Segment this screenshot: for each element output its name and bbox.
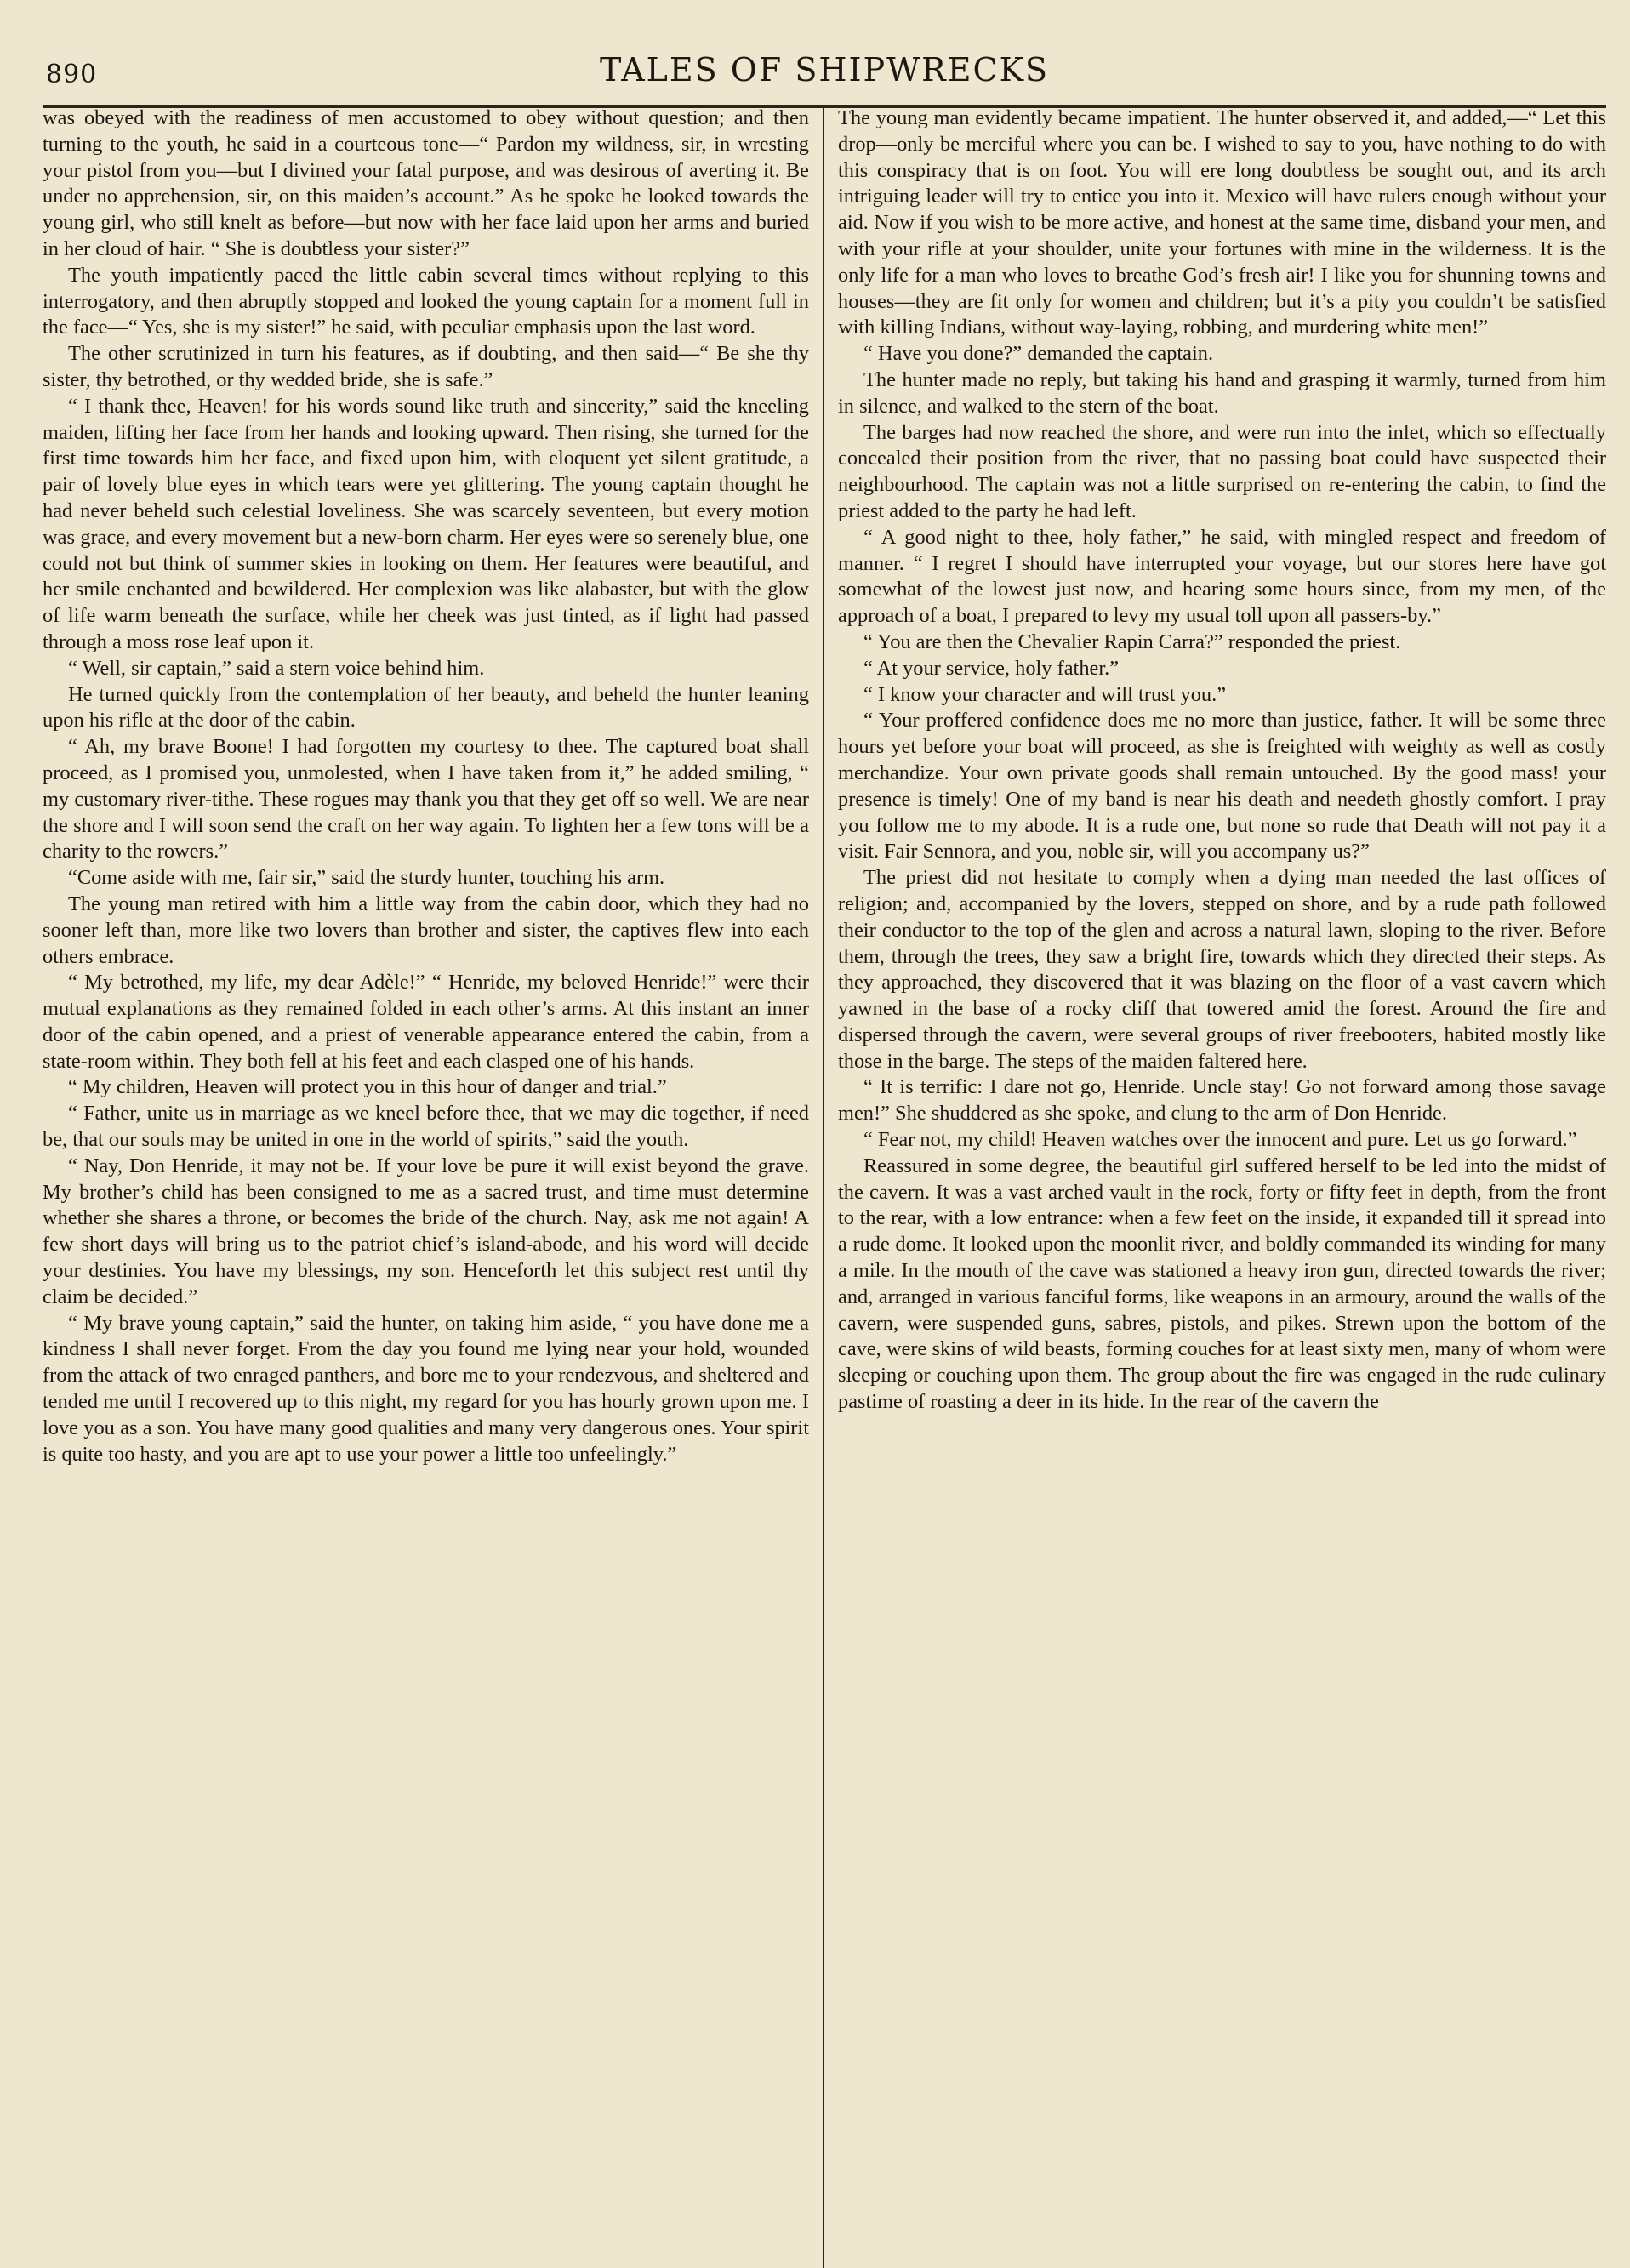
paragraph: The youth impatiently paced the little cabin several times without replying to this interrogatory, and then abruptly stopped and looked the young captain for a moment full in the face—“ Yes, she is my sister!” he said, with peculiar emphasis upon the last word. <box>43 263 809 339</box>
paragraph: “ Ah, my brave Boone! I had forgotten my courtesy to thee. The captured boat shall proceed, as I promised you, unmolested, when I have taken from it,” he added smiling, “ my customary river-tithe. These rogues may thank you that they get off so well. We are near the shore and I will soon send the craft on her way again. To lighten her a few tons will be a charity to the rowers.” <box>43 735 809 863</box>
paragraph: “ It is terrific: I dare not go, Henride. Uncle stay! Go not forward among those savage men!” She shuddered as she spoke, and clung to the arm of Don Henride. <box>838 1075 1606 1125</box>
page-header <box>43 34 1606 95</box>
left-column <box>43 105 824 2268</box>
paragraph: “Come aside with me, fair sir,” said the sturdy hunter, touching his arm. <box>68 866 665 890</box>
right-column <box>824 105 1606 2268</box>
paragraph: “ I thank thee, Heaven! for his words sound like truth and sincerity,” said the kneeling maiden, lifting her face from her hands and looking upward. Then rising, she turned for the first time towards him her face, and fixed upon him, with eloquent yet silent gratitude, a pair of lovely blue eyes in which tears were yet glittering. The young captain thought he had never beheld such celestial loveliness. She was scarcely seventeen, but every motion was grace, and every movement but a new-born charm. Her eyes were so serenely blue, one could not but think of summer skies in looking on them. Her features were beautiful, and her smile enchanted and bewildered. Her complexion was like alabaster, but with the glow of life warm beneath the surface, while her cheek was just tinted, as if light had passed through a moss rose leaf upon it. <box>43 394 809 653</box>
paragraph: The barges had now reached the shore, and were run into the inlet, which so effectually concealed their position from the river, that no passing boat could have suspected their neighbourhood. The captain was not a little surprised on re-entering the cabin, to find the priest added to the party he had left. <box>838 420 1606 522</box>
paragraph: The hunter made no reply, but taking his hand and grasping it warmly, turned from him in silence, and walked to the stern of the boat. <box>838 368 1606 418</box>
running-title: TALES OF SHIPWRECKS <box>599 51 1050 88</box>
paragraph: The priest did not hesitate to comply when a dying man needed the last offices of religion; and, accompanied by the lovers, stepped on shore, and by a rude path followed their conductor to the top of the glen and across a natural lawn, sloping to the river. Before them, through the trees, they saw a bright fire, towards which they directed their steps. As they approached, they discovered that it was blazing on the floor of a vast cavern which yawned in the base of a rocky cliff that towered amid the forest. Around the fire and dispersed through the cavern, were several groups of river freebooters, habited mostly like those in the barge. The steps of the maiden faltered here. <box>838 866 1606 1073</box>
paragraph: The young man evidently became impatient. The hunter observed it, and added,—“ Let this drop—only be merciful where you can be. I wished to say to you, have nothing to do with this conspiracy that is on foot. You will ere long doubtless be sought out, and its arch intriguing leader will try to entice you into it. Mexico will have rulers enough without your aid. Now if you wish to be more active, and honest at the same time, disband your men, and with your rifle at your shoulder, unite your fortunes with mine in the wilderness. It is the only life for a man who loves to breathe God’s fresh air! I like you for shunning towns and houses—they are fit only for women and children; but it’s a pity you couldn’t be satisfied with killing Indians, without way-laying, robbing, and murdering white men!” <box>838 106 1606 339</box>
paragraph: Reassured in some degree, the beautiful girl suffered herself to be led into the midst of the cavern. It was a vast arched vault in the rock, forty or fifty feet in depth, from the front to the rear, with a low entrance: when a few feet on the inside, it expanded till it spread into a rude dome. It looked upon the moonlit river, and boldly commanded its winding for many a mile. In the mouth of the cave was stationed a heavy iron gun, directed towards the river; and, arranged in various fanciful forms, like weapons in an armoury, around the walls of the cavern, were suspended guns, sabres, pistols, and pikes. Strewn upon the bottom of the cave, were skins of wild beasts, forming couches for at least sixty men, many of whom were sleeping or couching upon them. The group about the fire was engaged in the rude culinary pastime of roasting a deer in its hide. In the rear of the cavern the <box>838 1154 1606 1414</box>
paragraph: “ My brave young captain,” said the hunter, on taking him aside, “ you have done me a kindness I shall never forget. From the day you found me lying near your hold, wounded from the attack of two enraged panthers, and bore me to your rendezvous, and sheltered and tended me until I recovered up to this night, my regard for you has hourly grown upon me. I love you as a son. You have many good qualities and many very dangerous ones. Your spirit is quite too hasty, and you are apt to use your power a little too unfeelingly.” <box>43 1311 809 1466</box>
paragraph: He turned quickly from the contemplation of her beauty, and beheld the hunter leaning upon his rifle at the door of the cabin. <box>43 682 809 732</box>
page-number: 890 <box>46 60 98 89</box>
paragraph: The other scrutinized in turn his features, as if doubting, and then said—“ Be she thy sister, thy betrothed, or thy wedded bride, she is safe.” <box>43 342 809 391</box>
paragraph: The young man retired with him a little way from the cabin door, which they had no sooner left than, more like two lovers than brother and sister, the captives flew into each others embrace. <box>43 892 809 968</box>
paragraph: “ My betrothed, my life, my dear Adèle!” “ Henride, my beloved Henride!” were their mutual explanations as they remained folded in each other’s arms. At this instant an inner door of the cabin opened, and a priest of venerable appearance entered the cabin, from a state-room within. They both fell at his feet and each clasped one of his hands. <box>43 971 809 1073</box>
paragraph: was obeyed with the readiness of men accustomed to obey without question; and then turning to the youth, he said in a courteous tone—“ Pardon my wildness, sir, in wresting your pistol from you—but I divined your fatal purpose, and was desirous of averting it. Be under no apprehension, sir, on this maiden’s account.” As he spoke he looked towards the young girl, who still knelt as before—but now with her face laid upon her arms and buried in her cloud of hair. “ She is doubtless your sister?” <box>43 106 809 260</box>
paragraph: “ Fear not, my child! Heaven watches over the innocent and pure. Let us go forward.” <box>863 1128 1577 1152</box>
paragraph: “ Have you done?” demanded the captain. <box>863 342 1214 366</box>
paragraph: “ Nay, Don Henride, it may not be. If your love be pure it will exist beyond the grave. My brother’s child has been consigned to me as a sacred trust, and time must determine whether she shares a throne, or becomes the bride of the church. Nay, ask me not again! A few short days will bring us to the patriot chief’s island-abode, and his word will decide your destinies. You have my blessings, my son. Henceforth let this subject rest until thy claim be decided.” <box>43 1154 809 1308</box>
paragraph: “ A good night to thee, holy father,” he said, with mingled respect and freedom of manner. “ I regret I should have interrupted your voyage, but our stores here have got somewhat of the lowest just now, and hearing some hours since, from my men, of the approach of a boat, I prepared to levy my usual toll upon all passers-by.” <box>838 525 1606 628</box>
paragraph: “ My children, Heaven will protect you in this hour of danger and trial.” <box>68 1075 667 1099</box>
paragraph: “ At your service, holy father.” <box>863 656 1120 680</box>
paragraph: “ I know your character and will trust you.” <box>863 682 1227 706</box>
paragraph: “ Father, unite us in marriage as we kneel before thee, that we may die together, if need be, that our souls may be united in one in the world of spirits,” said the youth. <box>43 1102 809 1152</box>
paragraph: “ Well, sir captain,” said a stern voice behind him. <box>68 656 485 680</box>
text-columns <box>43 105 1606 2268</box>
paragraph: “ You are then the Chevalier Rapin Carra?” responded the priest. <box>863 630 1401 653</box>
paragraph: “ Your proffered confidence does me no more than justice, father. It will be some three hours yet before your boat will proceed, as she is freighted with weighty as well as costly merchandize. Your own private goods shall remain untouched. By the good mass! your presence is timely! One of my band is near his death and needeth ghostly comfort. I pray you follow me to my abode. It is a rude one, but none so rude that Death will not pay it a visit. Fair Sennora, and you, noble sir, will you accompany us?” <box>838 709 1606 863</box>
